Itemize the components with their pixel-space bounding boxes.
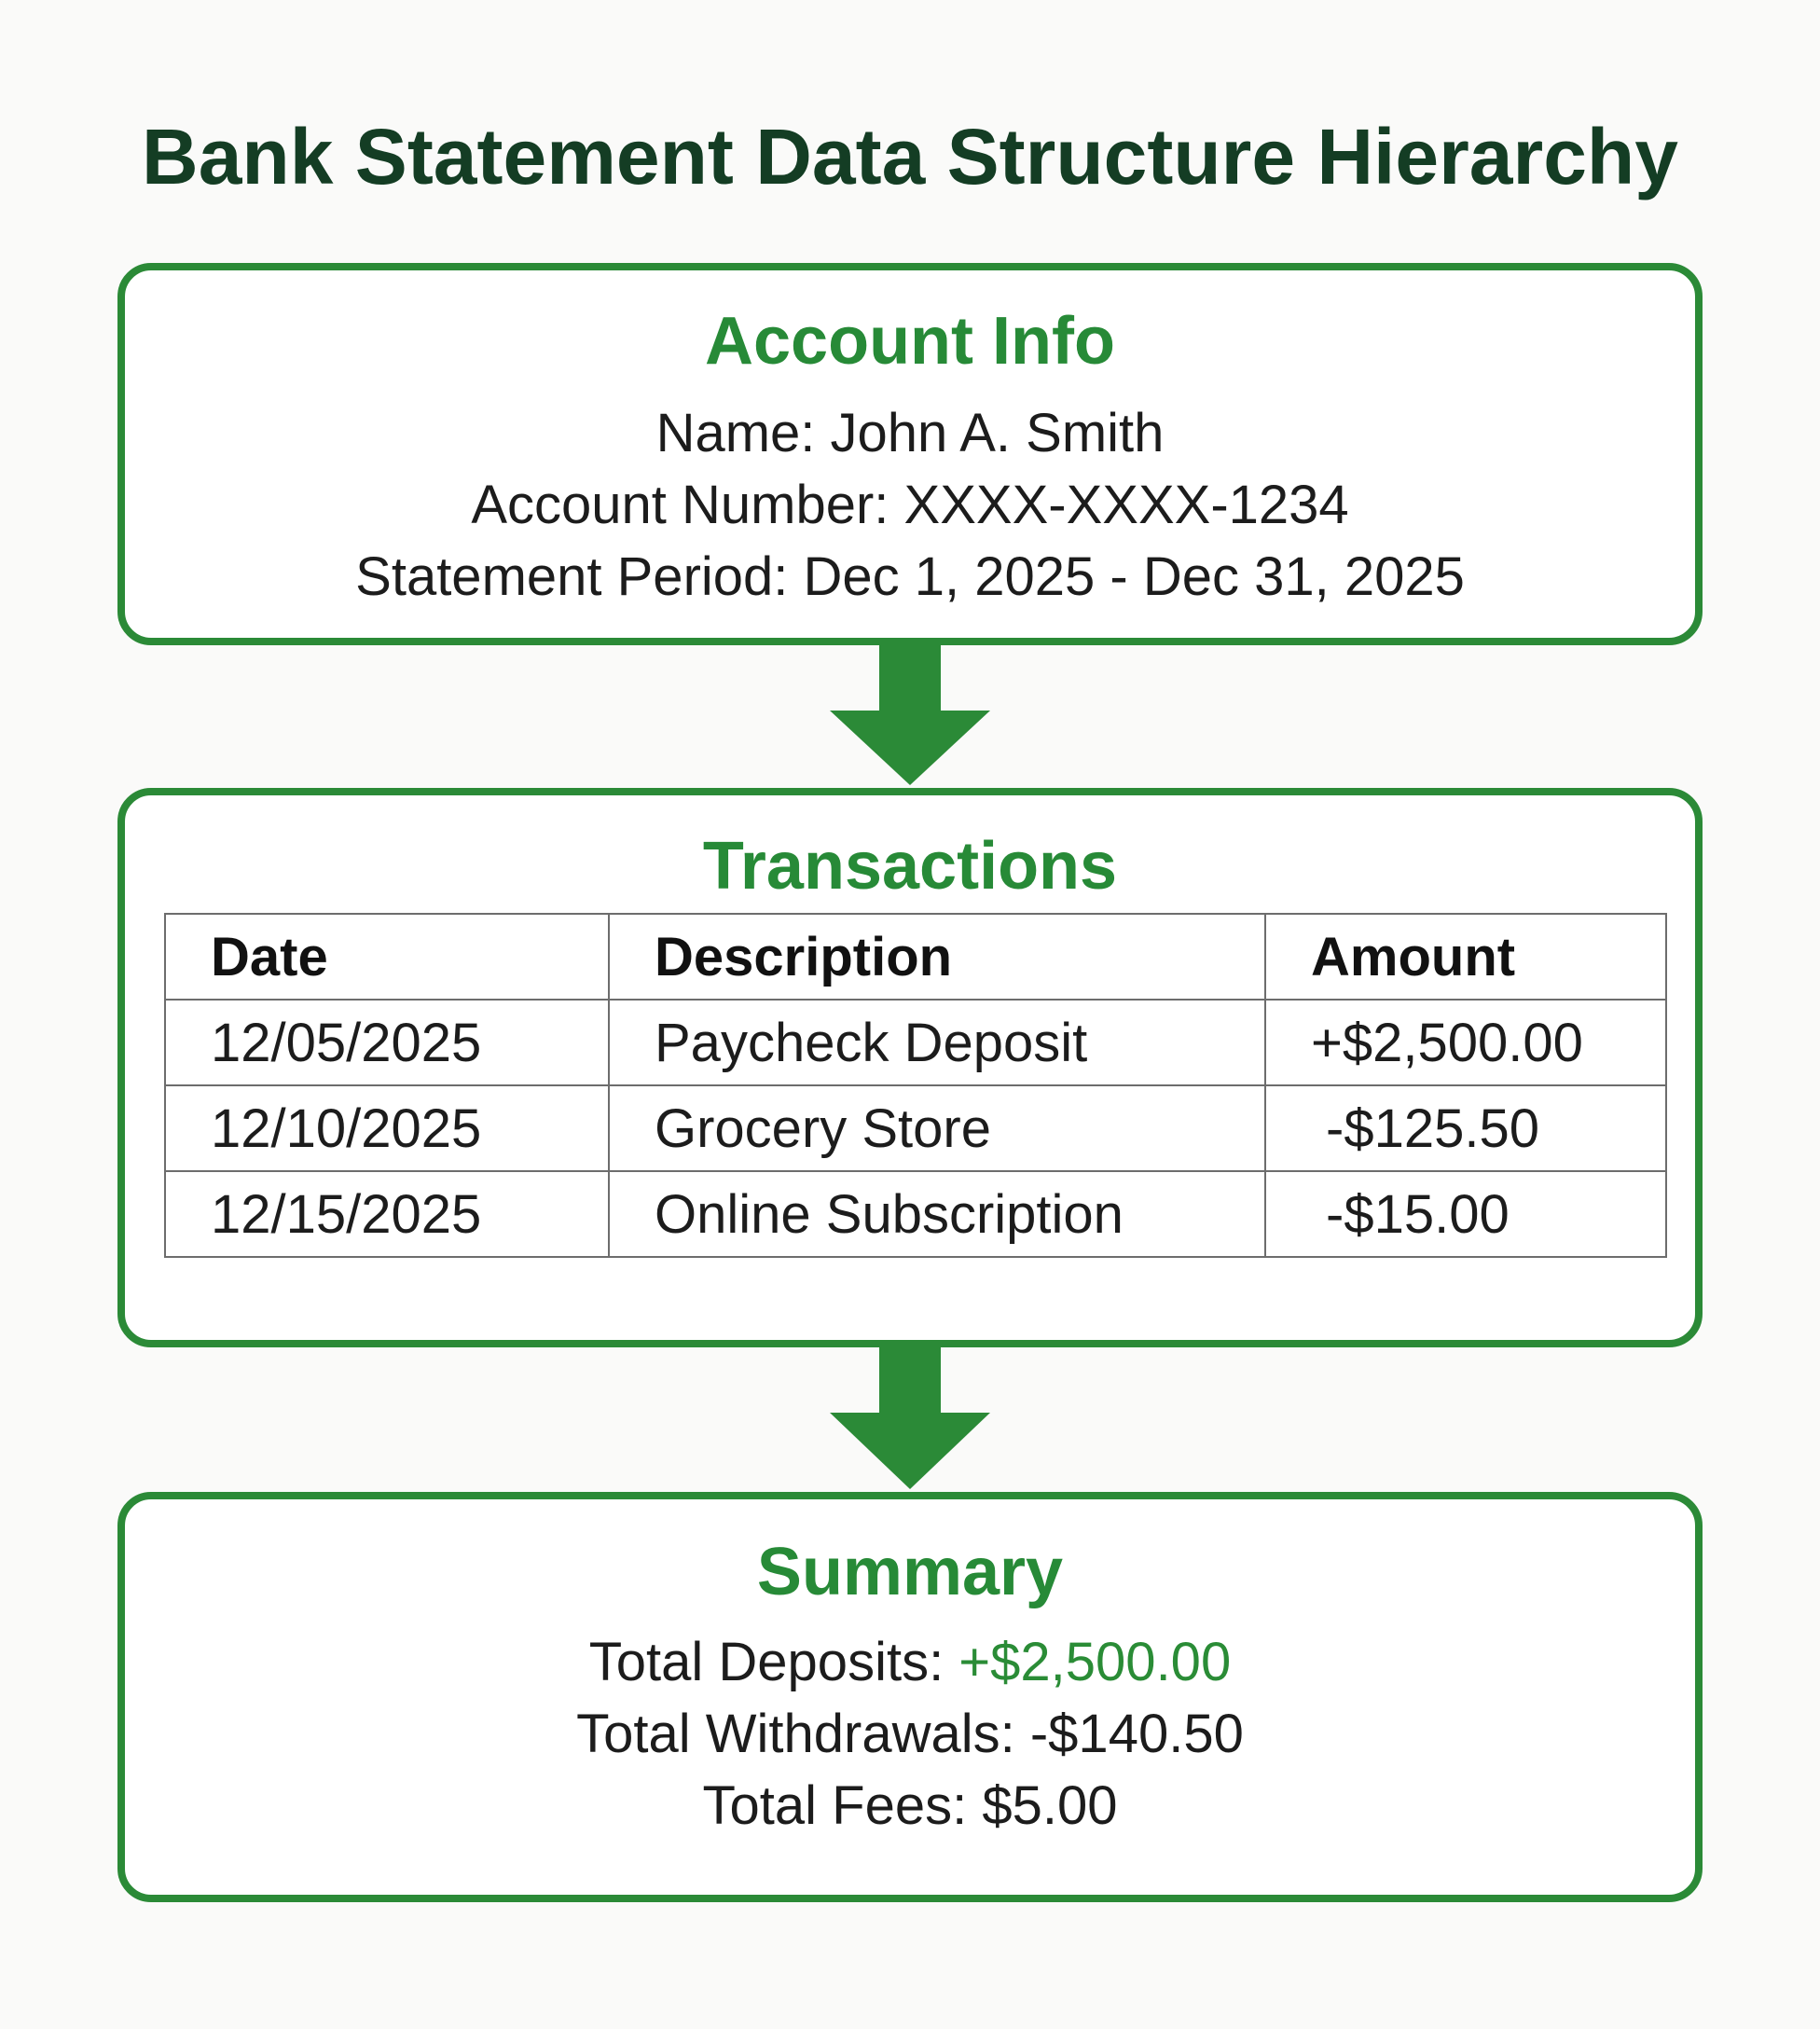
account-number-label: Account Number: [471, 475, 904, 535]
account-number-value: XXXX-XXXX-1234 [903, 475, 1349, 535]
transaction-amount: -$125.50 [1265, 1085, 1666, 1171]
down-arrow-icon [830, 1347, 990, 1492]
transaction-amount: -$15.00 [1265, 1171, 1666, 1257]
total-fees-line [125, 1774, 1695, 1839]
account-name-line [125, 401, 1695, 466]
table-row [165, 1000, 1666, 1085]
summary-heading: Summary [756, 1535, 1064, 1609]
transactions-table [164, 913, 1667, 1258]
transaction-description: Paycheck Deposit [609, 1000, 1265, 1085]
transaction-description: Grocery Store [609, 1085, 1265, 1171]
transaction-date: 12/10/2025 [165, 1085, 609, 1171]
total-deposits-label: Total Deposits: [588, 1632, 959, 1692]
transaction-amount: +$2,500.00 [1265, 1000, 1666, 1085]
transaction-description: Online Subscription [609, 1171, 1265, 1257]
page-title: Bank Statement Data Structure Hierarchy [142, 113, 1678, 200]
column-header-description: Description [609, 914, 1265, 1000]
statement-period-label: Statement Period: [355, 546, 804, 607]
column-header-date: Date [165, 914, 609, 1000]
statement-period-line [125, 545, 1695, 610]
account-number-line [125, 473, 1695, 538]
account-info-card [117, 263, 1703, 645]
table-header-row [165, 914, 1666, 1000]
total-fees-label: Total Fees: [702, 1775, 983, 1836]
total-withdrawals-value: -$140.50 [1029, 1704, 1244, 1764]
transactions-heading: Transactions [702, 829, 1118, 904]
account-name-value: John A. Smith [830, 403, 1165, 463]
statement-period-value: Dec 1, 2025 - Dec 31, 2025 [803, 546, 1465, 607]
account-name-label: Name: [655, 403, 831, 463]
total-fees-value: $5.00 [982, 1775, 1118, 1836]
transaction-date: 12/15/2025 [165, 1171, 609, 1257]
total-deposits-line [125, 1630, 1695, 1695]
total-deposits-value: +$2,500.00 [958, 1632, 1232, 1692]
total-withdrawals-line [125, 1702, 1695, 1767]
transaction-date: 12/05/2025 [165, 1000, 609, 1085]
table-row [165, 1085, 1666, 1171]
account-info-heading: Account Info [705, 304, 1115, 379]
transactions-card [117, 788, 1703, 1347]
summary-card [117, 1492, 1703, 1902]
total-withdrawals-label: Total Withdrawals: [576, 1704, 1030, 1764]
down-arrow-icon [830, 645, 990, 788]
table-row [165, 1171, 1666, 1257]
column-header-amount: Amount [1265, 914, 1666, 1000]
